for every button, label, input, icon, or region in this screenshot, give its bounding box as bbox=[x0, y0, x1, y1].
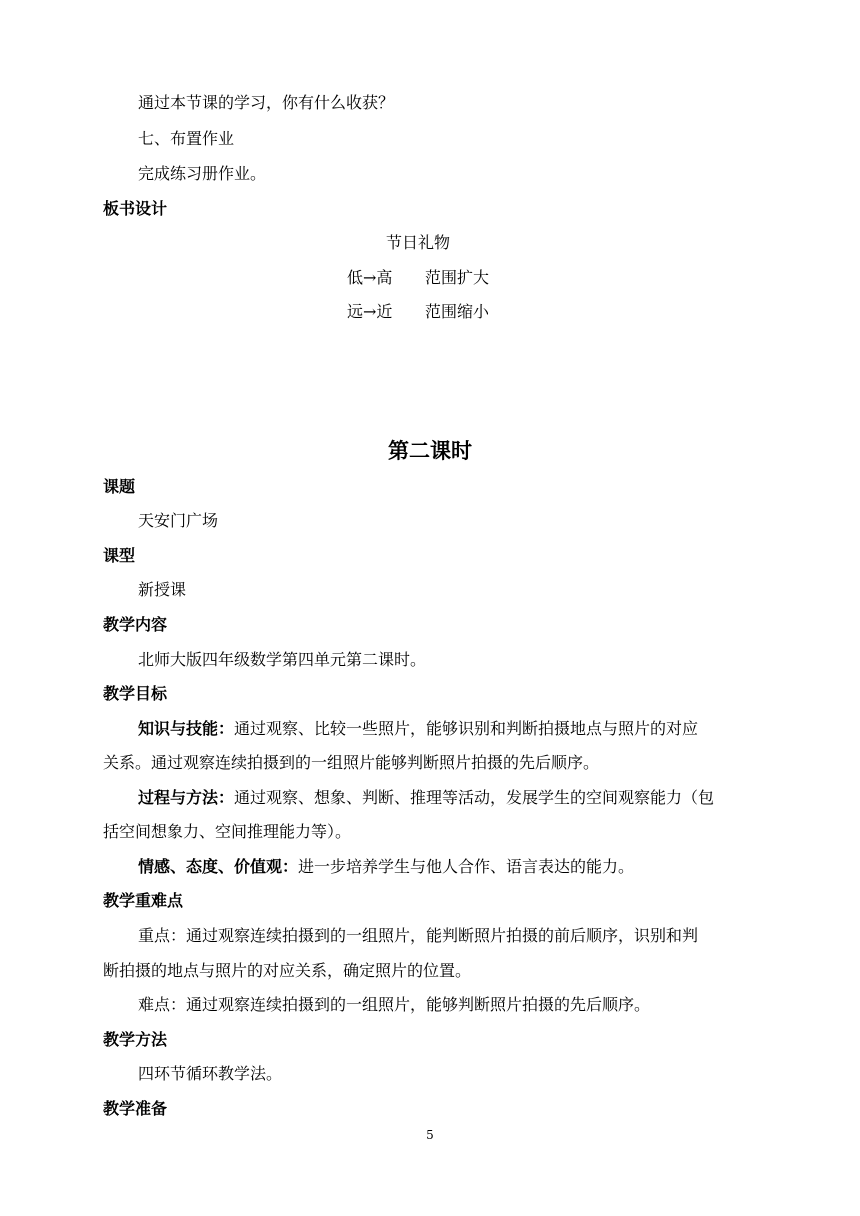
goal-knowledge-line-1 bbox=[138, 719, 698, 739]
goal-process-line-2: 括空间想象力、空间推理能力等）。 bbox=[103, 822, 352, 841]
reflection-question: 通过本节课的学习，你有什么收获？ bbox=[138, 93, 395, 112]
board-title: 节日礼物 bbox=[386, 233, 451, 252]
keypoint-line-2: 断拍摄的地点与照片的对应关系，确定照片的位置。 bbox=[103, 961, 472, 980]
section-homework-heading: 七、布置作业 bbox=[138, 129, 235, 148]
board-row-1-to: 高 bbox=[376, 268, 393, 287]
goal-process-label: 过程与方法： bbox=[138, 788, 235, 807]
goal-process-text: 通过观察、想象、判断、推理等活动，发展学生的空间观察能力（包 bbox=[234, 788, 715, 807]
goal-knowledge-line-2: 关系。通过观察连续拍摄到的一组照片能够判断照片拍摄的先后顺序。 bbox=[103, 753, 600, 772]
board-row-2-to: 近 bbox=[376, 302, 393, 321]
board-design-heading: 板书设计 bbox=[103, 199, 168, 218]
content-heading: 教学内容 bbox=[103, 615, 168, 634]
board-row-2 bbox=[347, 302, 392, 322]
difficulty-text: 难点：通过观察连续拍摄到的一组照片，能够判断照片拍摄的先后顺序。 bbox=[138, 995, 651, 1014]
homework-text: 完成练习册作业。 bbox=[138, 164, 267, 183]
lesson-title: 第二课时 bbox=[388, 439, 472, 463]
board-row-1-result: 范围扩大 bbox=[425, 268, 490, 287]
goal-attitude-label: 情感、态度、价值观： bbox=[138, 857, 299, 876]
board-row-1 bbox=[347, 268, 392, 288]
method-heading: 教学方法 bbox=[103, 1030, 168, 1049]
page-number: 5 bbox=[426, 1128, 434, 1142]
arrow-right-icon: → bbox=[363, 268, 377, 287]
content-text: 北师大版四年级数学第四单元第二课时。 bbox=[138, 650, 427, 669]
goal-knowledge-text: 通过观察、比较一些照片，能够识别和判断拍摄地点与照片的对应 bbox=[234, 719, 699, 738]
goal-process-line-1 bbox=[138, 788, 714, 808]
method-text: 四环节循环教学法。 bbox=[138, 1064, 283, 1083]
keypoint-line-1: 重点：通过观察连续拍摄到的一组照片，能判断照片拍摄的前后顺序，识别和判 bbox=[138, 926, 699, 945]
goals-heading: 教学目标 bbox=[103, 684, 168, 703]
goal-attitude-line bbox=[138, 857, 634, 877]
keypoints-heading: 教学重难点 bbox=[103, 891, 184, 910]
topic-heading: 课题 bbox=[103, 477, 136, 496]
type-heading: 课型 bbox=[103, 546, 136, 565]
type-text: 新授课 bbox=[138, 580, 187, 599]
preparation-heading: 教学准备 bbox=[103, 1099, 168, 1118]
board-row-2-result: 范围缩小 bbox=[425, 302, 490, 321]
board-row-1-from: 低 bbox=[347, 268, 364, 287]
goal-attitude-text: 进一步培养学生与他人合作、语言表达的能力。 bbox=[298, 857, 635, 876]
goal-knowledge-label: 知识与技能： bbox=[138, 719, 235, 738]
arrow-right-icon: → bbox=[363, 302, 377, 321]
topic-text: 天安门广场 bbox=[138, 511, 219, 530]
board-row-2-from: 远 bbox=[347, 302, 364, 321]
